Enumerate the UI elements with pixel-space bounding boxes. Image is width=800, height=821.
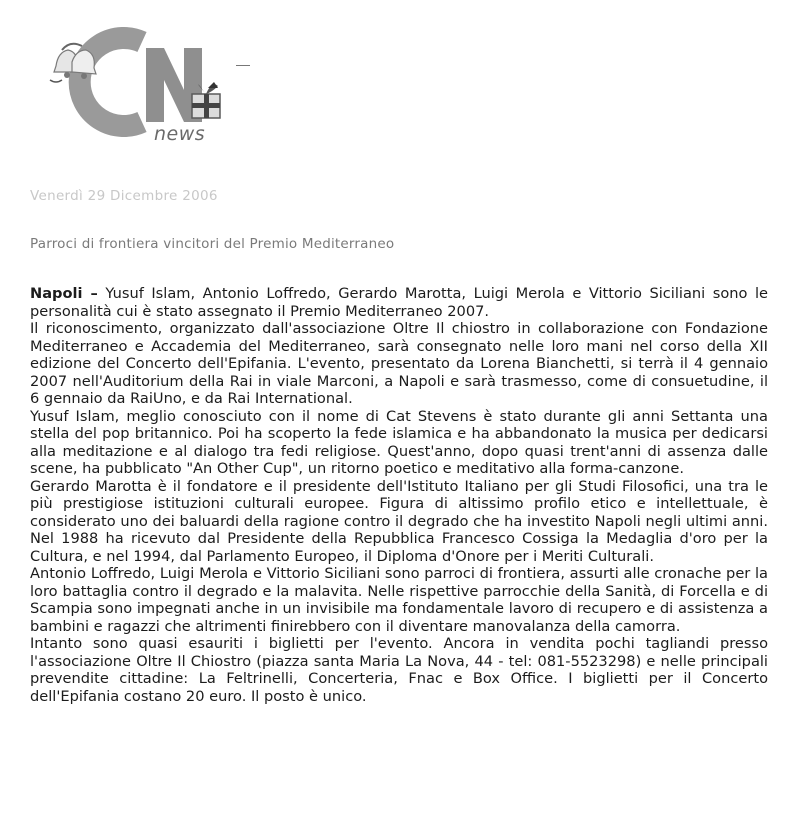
logo-graphic bbox=[42, 22, 242, 152]
article-lead: Napoli – bbox=[30, 285, 98, 302]
scan-artifact bbox=[236, 65, 250, 66]
article-paragraph-2: Il riconoscimento, organizzato dall'associazione Oltre Il chiostro in collaborazione con Fondazione Mediterraneo e Accademia del Mediterraneo, sarà consegnato nelle loro mani nel corso della XII edizione del Concerto dell'Epifania. L'evento, presentato da Lorena Bianchetti, si terrà il 4 gennaio 2007 nell'Auditorium della Rai in viale Marconi, a Napoli e sarà trasmesso, come di consuetudine, il 6 gennaio da RaiUno, e da Rai International. bbox=[30, 320, 768, 407]
article-paragraph-1 bbox=[30, 285, 768, 320]
article-paragraph-6: Intanto sono quasi esauriti i biglietti per l'evento. Ancora in vendita pochi tagliandi presso l'associazione Oltre Il Chiostro (piazza santa Maria La Nova, 44 - tel: 081-5523298) e nelle principali prevendite cittadine: La Feltrinelli, Concerteria, Fnac e Box Office. I biglietti per il Concerto dell'Epifania costano 20 euro. Il posto è unico. bbox=[30, 635, 768, 705]
cn-news-logo bbox=[42, 22, 242, 152]
article-paragraph-4: Gerardo Marotta è il fondatore e il presidente dell'Istituto Italiano per gli Studi Filosofici, una tra le più prestigiose istituzioni culturali europee. Figura di altissimo profilo etico e intellettuale, è considerato uno dei baluardi della ragione contro il degrado che ha investito Napoli negli ultimi anni. Nel 1988 ha ricevuto dal Presidente della Repubblica Francesco Cossiga la Medaglia d'oro per la Cultura, e nel 1994, dal Parlamento Europeo, il Diploma d'Onore per i Meriti Culturali. bbox=[30, 477, 768, 565]
article-body bbox=[30, 285, 768, 705]
article-paragraph-5: Antonio Loffredo, Luigi Merola e Vittorio Siciliani sono parroci di frontiera, assurti alle cronache per la loro battaglia contro il degrado e la malavita. Nelle rispettive parrocchie della Sanità, di Forcella e di Scampia sono impegnati anche in un invisibile ma fondamentale lavoro di recupero e di assistenza a bambini e ragazzi che altrimenti finirebbero con il diventare manovalanza della camorra. bbox=[30, 565, 768, 635]
article-date: Venerdì 29 Dicembre 2006 bbox=[30, 188, 218, 204]
article-paragraph-text: Yusuf Islam, Antonio Loffredo, Gerardo Marotta, Luigi Merola e Vittorio Siciliani sono le personalità cui è stato assegnato il Premio Mediterraneo 2007. bbox=[30, 285, 769, 320]
article-headline: Parroci di frontiera vincitori del Premio Mediterraneo bbox=[30, 236, 395, 252]
logo-news-text: news bbox=[154, 123, 206, 145]
article-paragraph-3: Yusuf Islam, meglio conosciuto con il nome di Cat Stevens è stato durante gli anni Settanta una stella del pop britannico. Poi ha scoperto la fede islamica e ha abbandonato la musica per dedicarsi alla meditazione e al dialogo tra fedi religiose. Quest'anno, dopo quasi trent'anni di assenza dalle scene, ha pubblicato "An Other Cup", un ritorno poetico e meditativo alla forma-canzone. bbox=[30, 407, 768, 477]
